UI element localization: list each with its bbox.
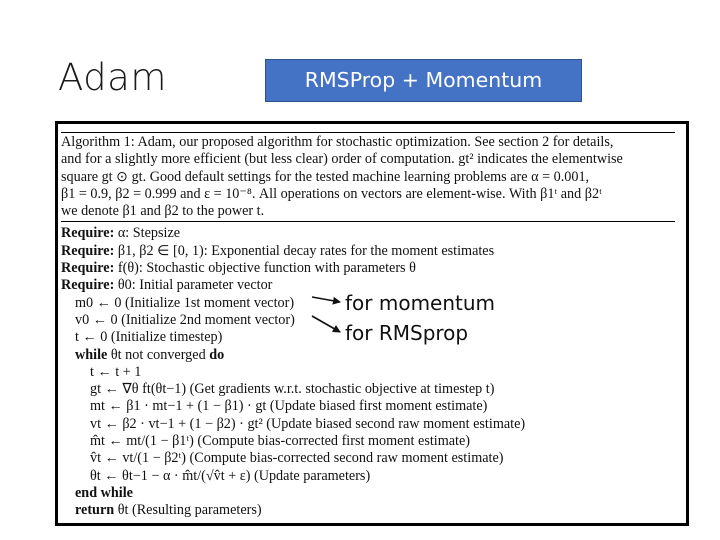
loop-body-line: vt ← β2 · vt−1 + (1 − β2) · gt² (Update biased second raw moment estimate) [90, 415, 526, 432]
require-keyword: Require: [61, 260, 115, 277]
momentum-annotation: for momentum [345, 291, 496, 315]
loop-body-line: t ← t + 1 [90, 363, 142, 380]
loop-body-line: m̂t ← mt/(1 − β1ᵗ) (Compute bias-corrected first moment estimate) [90, 433, 471, 450]
init-line: t ← 0 (Initialize timestep) [75, 329, 223, 346]
caption-line: β1 = 0.9, β2 = 0.999 and ε = 10⁻⁸. All operations on vectors are element-wise. With β1ᵗ and β2ᵗ [61, 185, 602, 202]
do-keyword: do [209, 346, 225, 363]
momentum-arrow [312, 297, 340, 302]
slide-title: Adam [58, 56, 167, 99]
require-text: θ0: Initial parameter vector [117, 277, 273, 294]
end-while-keyword: end while [75, 484, 133, 501]
require-keyword: Require: [61, 225, 115, 242]
require-text: β1, β2 ∈ [0, 1): Exponential decay rates for the moment estimates [117, 242, 495, 259]
loop-body-line: θt ← θt−1 − α · m̂t/(√v̂t + ε) (Update parameters) [90, 467, 371, 484]
return-keyword: return [75, 502, 115, 519]
caption-line: Algorithm 1: Adam, our proposed algorithm for stochastic optimization. See section 2 for details, [61, 134, 614, 150]
caption-line: we denote β1 and β2 to the power t. [61, 203, 265, 220]
while-keyword: while [75, 346, 108, 363]
init-line: v0 ← 0 (Initialize 2nd moment vector) [75, 311, 295, 328]
while-condition: θt not converged [110, 346, 206, 363]
rmsprop-annotation: for RMSprop [345, 321, 469, 345]
require-keyword: Require: [61, 242, 115, 259]
require-text: f(θ): Stochastic objective function with parameters θ [117, 260, 416, 277]
loop-body-line: gt ← ∇θ ft(θt−1) (Get gradients w.r.t. stochastic objective at timestep t) [90, 381, 495, 398]
caption-line: and for a slightly more efficient (but less clear) order of computation. gt² indicates the elementwise [61, 151, 623, 168]
require-keyword: Require: [61, 277, 115, 294]
return-text: θt (Resulting parameters) [117, 502, 262, 519]
loop-body-line: mt ← β1 · mt−1 + (1 − β1) · gt (Update biased first moment estimate) [90, 398, 488, 415]
rmsprop-arrow [312, 316, 340, 332]
caption-line: square gt ⊙ gt. Good default settings for the tested machine learning problems are α = 0.001, [61, 168, 590, 185]
init-line: m0 ← 0 (Initialize 1st moment vector) [75, 294, 295, 311]
rmsprop-momentum-badge: RMSProp + Momentum [265, 59, 582, 102]
loop-body-line: v̂t ← vt/(1 − β2ᵗ) (Compute bias-corrected second raw moment estimate) [90, 450, 504, 467]
require-text: α: Stepsize [117, 225, 181, 242]
